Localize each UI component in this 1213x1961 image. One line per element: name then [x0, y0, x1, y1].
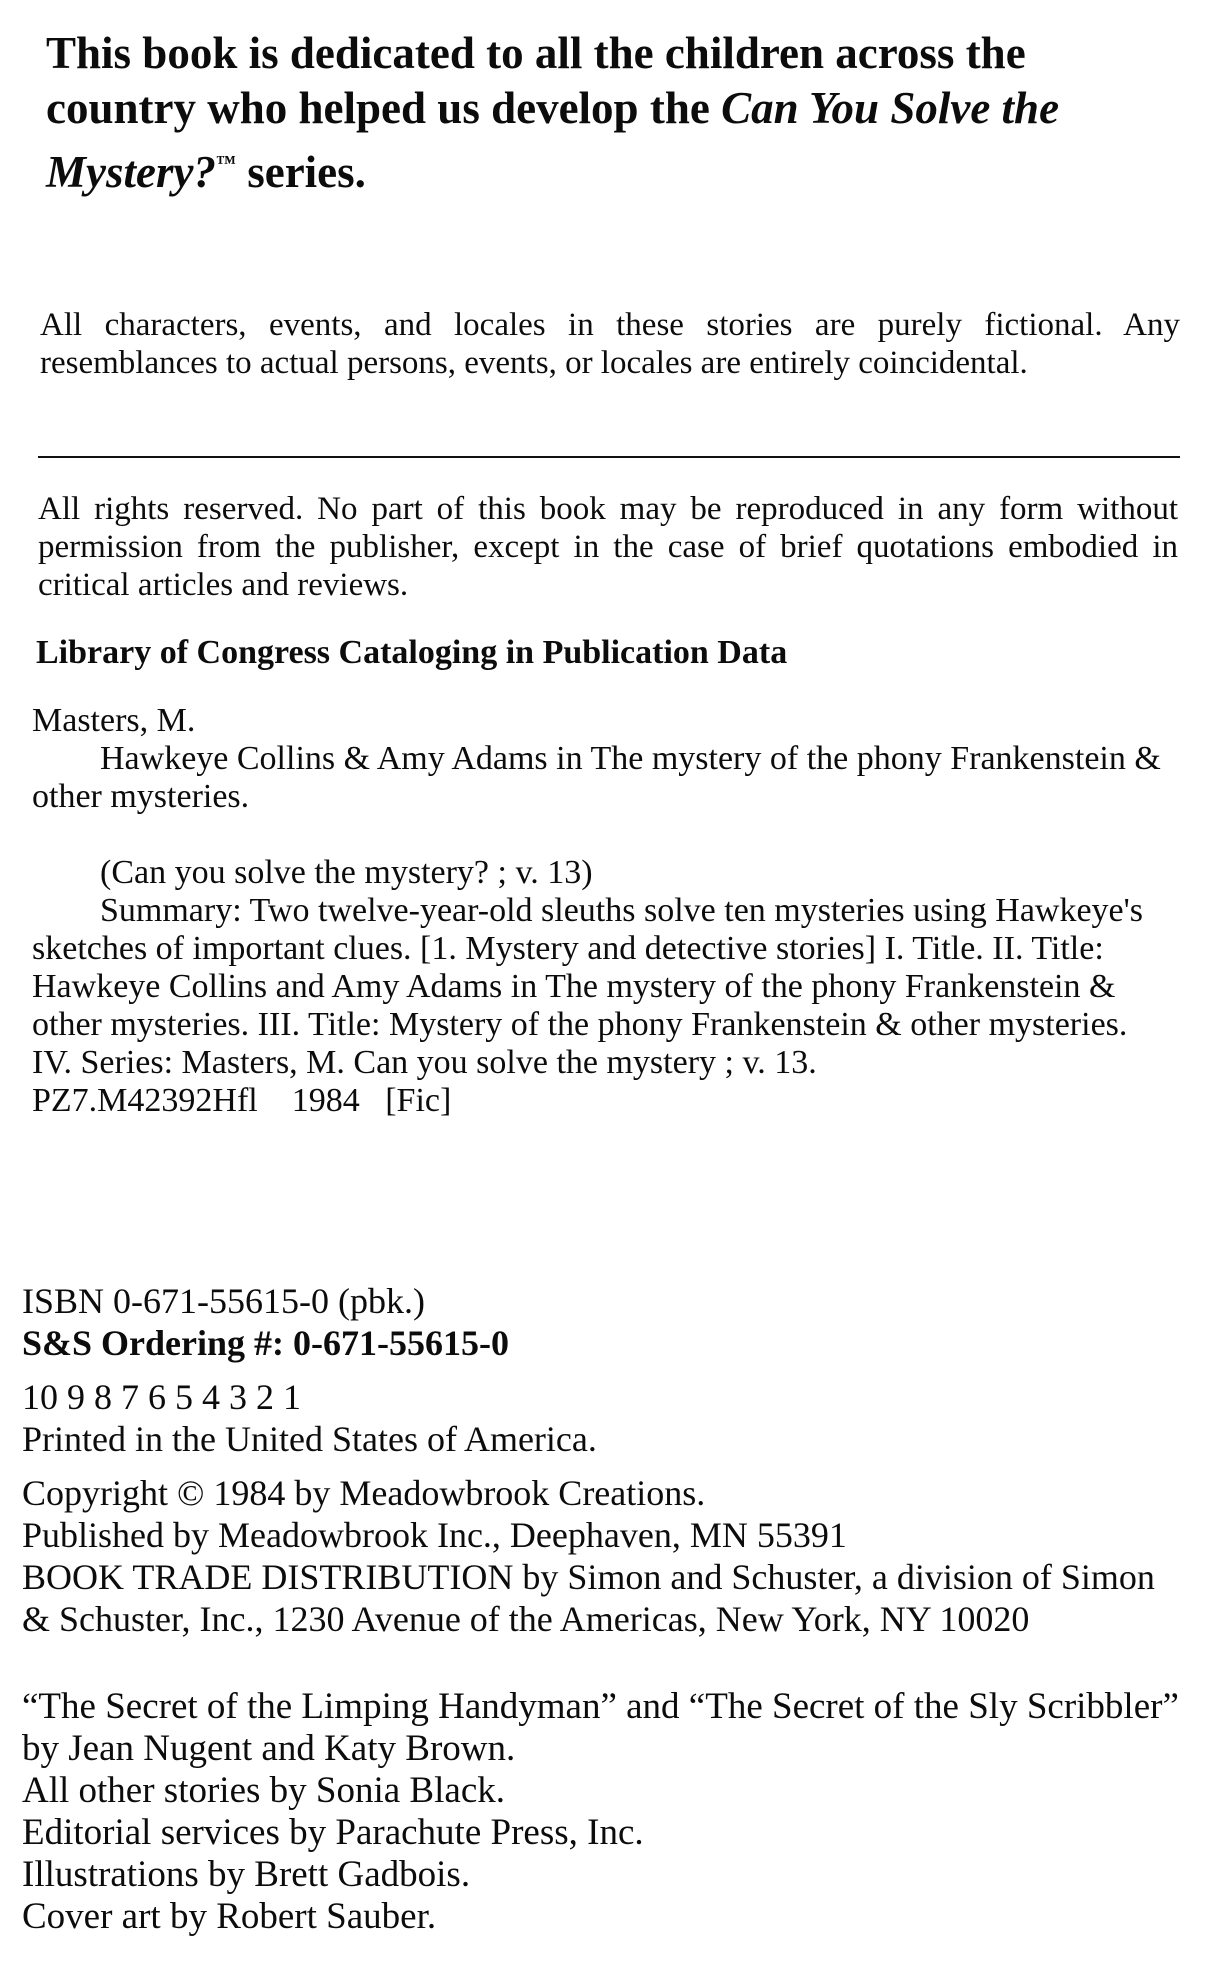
- credit-line: “The Secret of the Limping Handyman” and “The Secret of the Sly Scribbler” by Jean Nugent and Katy Brown.: [22, 1686, 1179, 1769]
- credits: [22, 1686, 1182, 1938]
- cip-call-class: [Fic]: [385, 1082, 452, 1119]
- dedication-lead: This book is dedicated to all the children across the country who helped us develop the: [46, 28, 1026, 133]
- cip-series-note: (Can you solve the mystery? ; v. 13): [100, 854, 593, 891]
- fiction-disclaimer: All characters, events, and locales in these stories are purely fictional. Any resemblances to actual persons, events, or locales are entirely coincidental.: [40, 307, 1180, 381]
- cip-call-year: 1984: [291, 1082, 360, 1119]
- credit-line: Illustrations by Brett Gadbois.: [22, 1854, 471, 1895]
- credit-line: Editorial services by Parachute Press, Inc.: [22, 1812, 644, 1853]
- cip-summary: Summary: Two twelve-year-old sleuths solve ten mysteries using Hawkeye's sketches of important clues. [1. Mystery and detective stories] I. Title. II. Title: Hawkeye Collins and Amy Adams in The mystery of the phony Frankenstein & other mysteries. III. Title: Mystery of the phony Frankenstein & other mysteries. IV. Series: Masters, M. Can you solve the mystery ; v. 13.: [32, 892, 1144, 1081]
- cip-record: [32, 702, 1162, 1120]
- cip-title-entry: Hawkeye Collins & Amy Adams in The mystery of the phony Frankenstein & other mysteries.: [32, 740, 1161, 815]
- ordering-number: S&S Ordering #: 0-671-55615-0: [22, 1323, 509, 1363]
- rights-notice: All rights reserved. No part of this book may be reproduced in any form without permission from the publisher, except in the case of brief quotations embodied in critical articles and reviews.: [38, 491, 1178, 603]
- series-title: Can You Solve the Mystery?: [46, 83, 1060, 197]
- copyright-line: Copyright © 1984 by Meadowbrook Creations.: [22, 1473, 706, 1513]
- credit-line: Cover art by Robert Sauber.: [22, 1896, 437, 1937]
- dedication-tail: series.: [247, 147, 366, 197]
- publication-details: [22, 1280, 1182, 1640]
- divider-rule: [38, 456, 1180, 458]
- cip-call-number-line: [32, 1082, 1162, 1120]
- trademark-symbol: ™: [215, 152, 236, 174]
- publisher-line: Published by Meadowbrook Inc., Deephaven, MN 55391: [22, 1515, 847, 1555]
- cip-call-number: PZ7.M42392Hfl: [32, 1082, 258, 1119]
- isbn: ISBN 0-671-55615-0 (pbk.): [22, 1281, 425, 1321]
- printing-line: 10 9 8 7 6 5 4 3 2 1: [22, 1377, 301, 1417]
- cip-author: Masters, M.: [32, 702, 196, 739]
- dedication: [46, 26, 1176, 200]
- cip-heading: Library of Congress Cataloging in Publication Data: [36, 634, 788, 671]
- distribution-line: BOOK TRADE DISTRIBUTION by Simon and Schuster, a division of Simon & Schuster, Inc., 1230 Avenue of the Americas, New York, NY 10020: [22, 1557, 1155, 1639]
- printed-in: Printed in the United States of America.: [22, 1419, 597, 1459]
- credit-line: All other stories by Sonia Black.: [22, 1770, 505, 1811]
